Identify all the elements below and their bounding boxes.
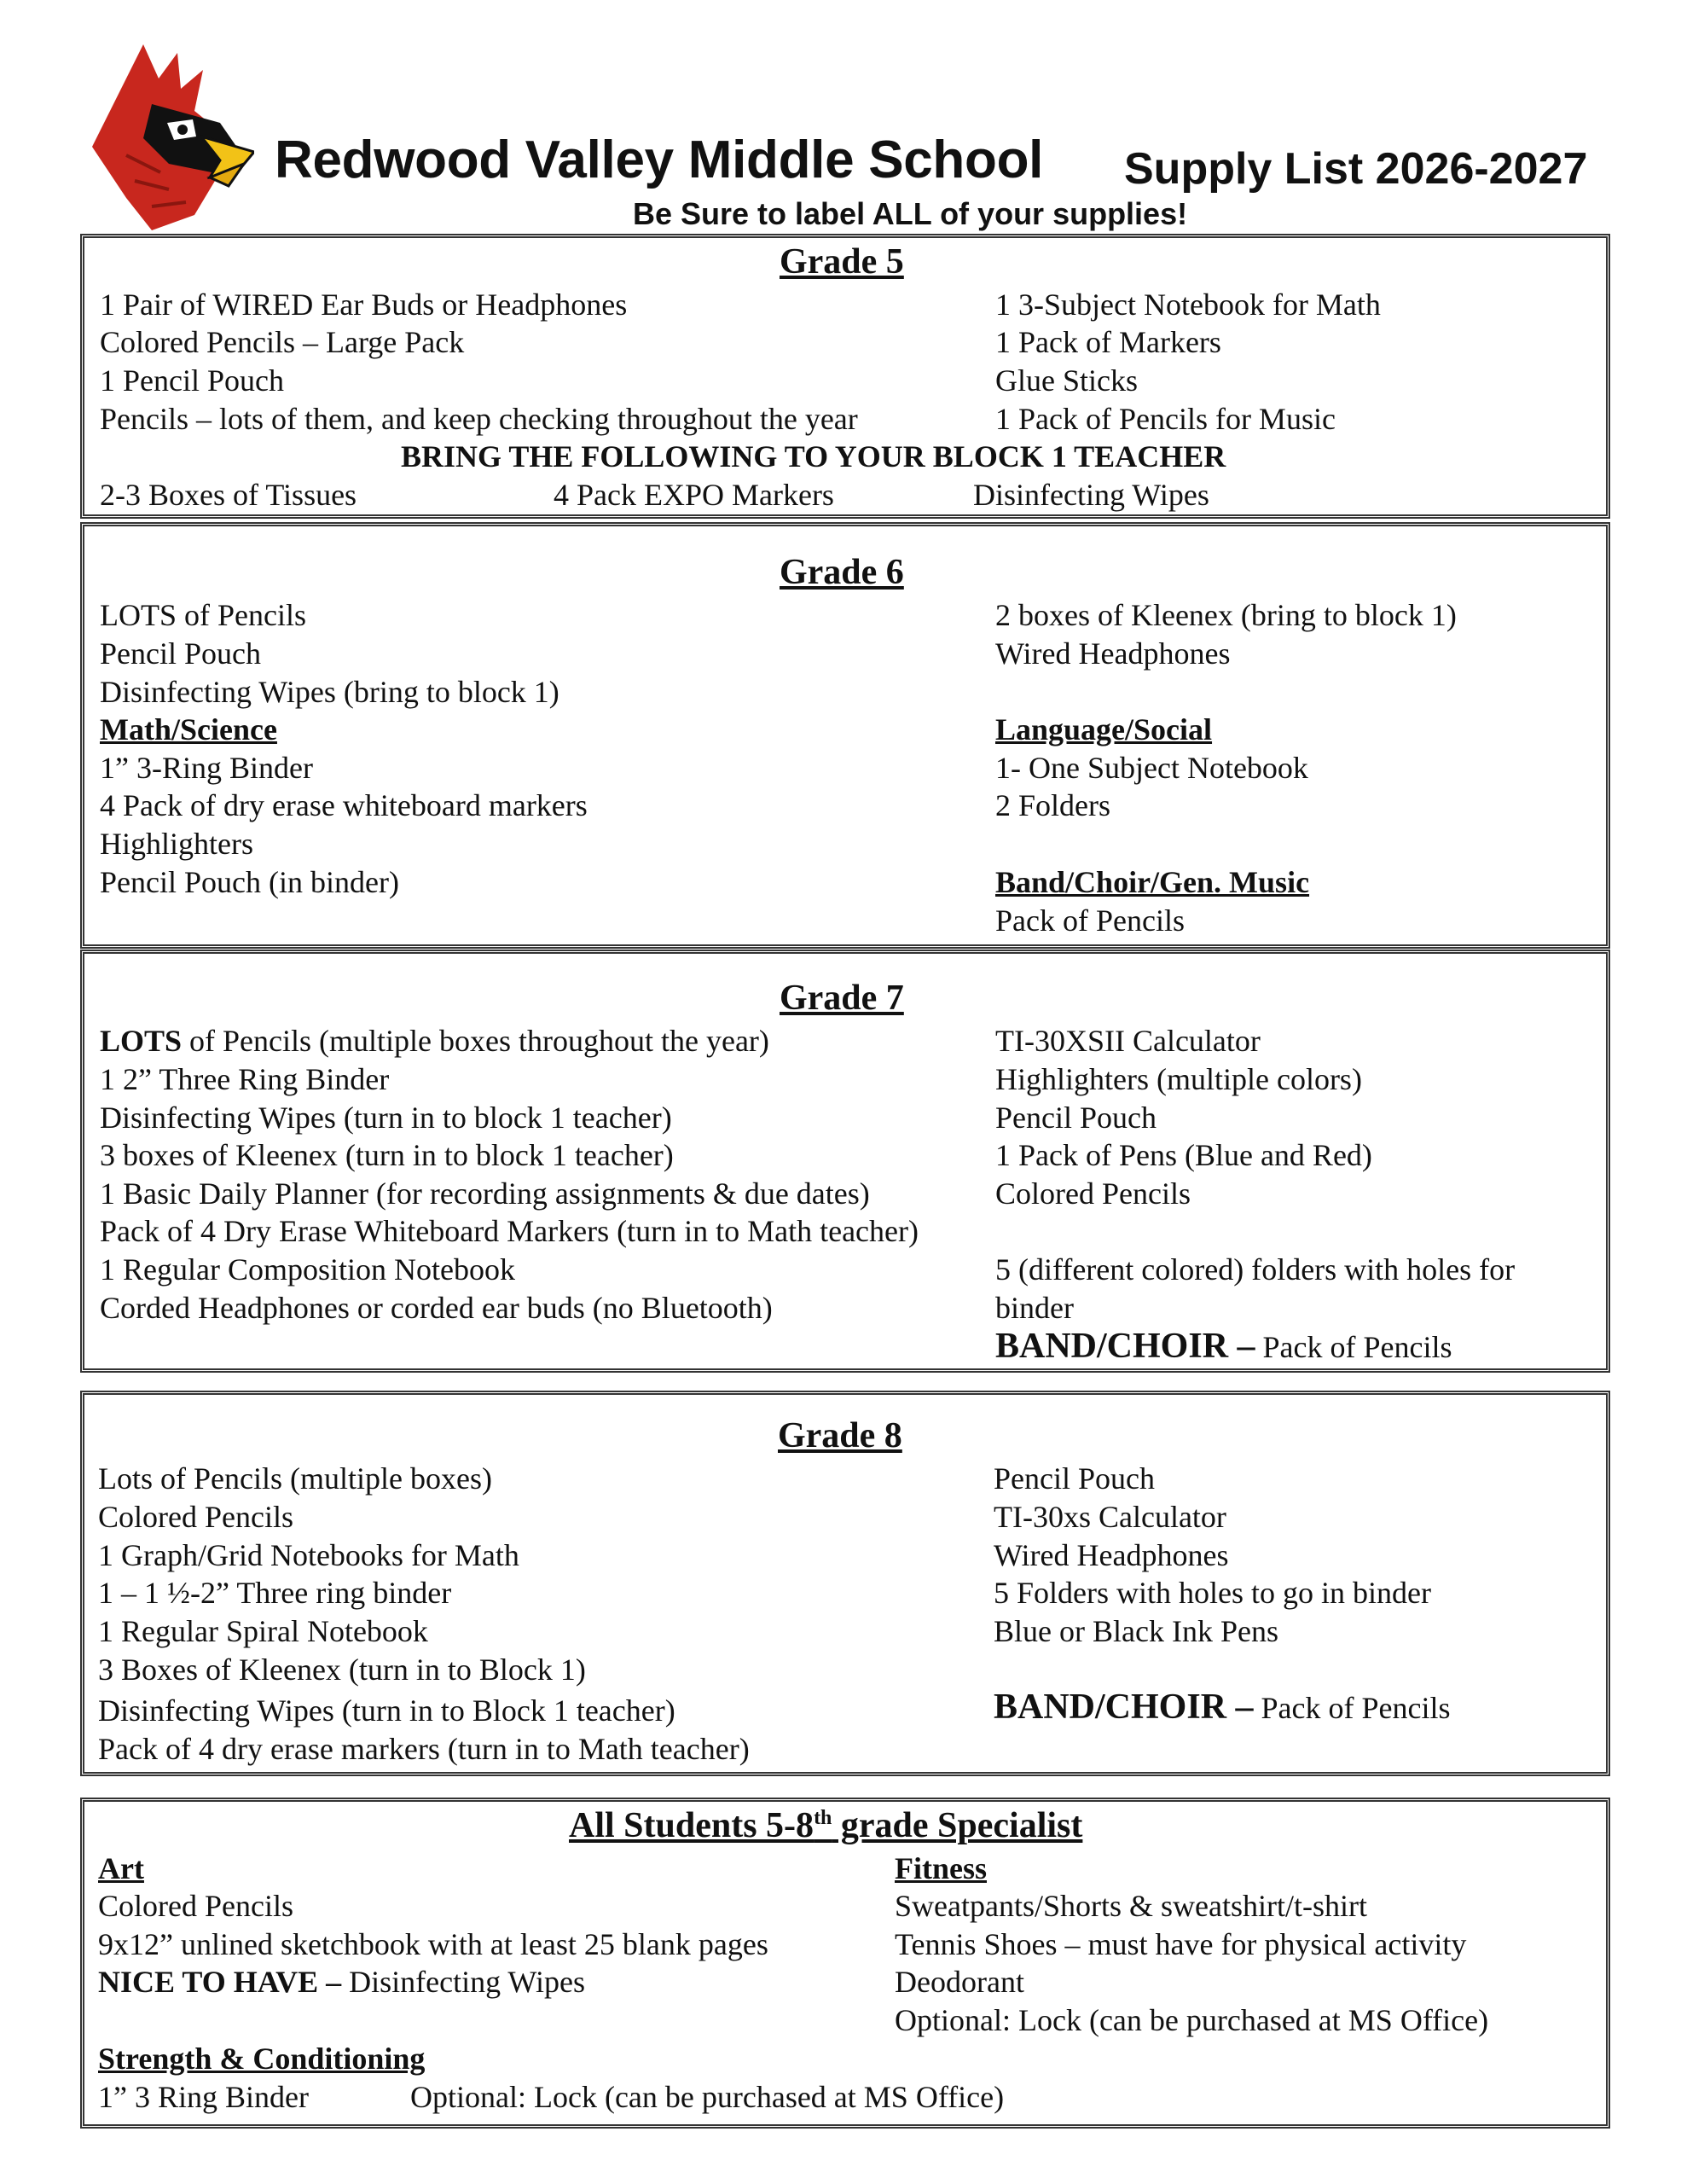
list-item: 5 Folders with holes to go in binder <box>994 1576 1431 1610</box>
list-item: Highlighters (multiple colors) <box>995 1062 1362 1096</box>
list-item: Pencil Pouch <box>994 1461 1155 1496</box>
list-item: Glue Sticks <box>995 363 1138 398</box>
list-item: 1” 3-Ring Binder <box>100 751 313 785</box>
list-item: Disinfecting Wipes (bring to block 1) <box>100 675 559 709</box>
list-item-text: Pack of Pencils <box>1255 1330 1452 1364</box>
list-item: 1 Graph/Grid Notebooks for Math <box>98 1538 519 1572</box>
list-item <box>100 1022 769 1060</box>
list-item: Pack of 4 dry erase markers (turn in to Math teacher) <box>98 1732 750 1766</box>
list-item: Colored Pencils <box>98 1500 293 1534</box>
list-item: 3 boxes of Kleenex (turn in to block 1 teacher) <box>100 1138 674 1172</box>
list-item: Blue or Black Ink Pens <box>994 1614 1278 1648</box>
list-item: Pencil Pouch <box>100 636 261 671</box>
lots-emphasis: LOTS <box>100 1024 183 1058</box>
math-science-heading: Math/Science <box>100 712 277 746</box>
nice-to-have-label: NICE TO HAVE – <box>98 1965 342 1999</box>
list-item: Sweatpants/Shorts & sweatshirt/t-shirt <box>895 1889 1367 1923</box>
list-item: 1 Pencil Pouch <box>100 363 284 398</box>
list-item: binder <box>995 1291 1074 1325</box>
specialist-title-pre: All Students 5-8 <box>569 1806 815 1845</box>
list-item: 1 – 1 ½-2” Three ring binder <box>98 1576 452 1610</box>
list-item: Disinfecting Wipes (turn in to block 1 teacher) <box>100 1101 672 1135</box>
block-1-heading: BRING THE FOLLOWING TO YOUR BLOCK 1 TEACHER <box>401 439 1226 473</box>
list-item: Optional: Lock (can be purchased at MS Office) <box>410 2080 1005 2114</box>
grade-5-section <box>80 234 1610 519</box>
list-item: 1 Pair of WIRED Ear Buds or Headphones <box>100 288 628 322</box>
band-choir-heading: BAND/CHOIR – <box>994 1687 1254 1727</box>
list-item: Lots of Pencils (multiple boxes) <box>98 1461 492 1496</box>
label-reminder: Be Sure to label ALL of your supplies! <box>633 196 1188 231</box>
list-item: 2 boxes of Kleenex (bring to block 1) <box>995 598 1457 632</box>
list-item-text: Disinfecting Wipes <box>341 1965 585 1999</box>
band-choir-heading: BAND/CHOIR – <box>995 1327 1255 1366</box>
list-item: Pack of Pencils <box>995 903 1185 938</box>
grade-5-title: Grade 5 <box>780 242 904 282</box>
list-item: TI-30XSII Calculator <box>995 1024 1261 1058</box>
list-item: Colored Pencils <box>98 1889 293 1923</box>
list-item: 4 Pack EXPO Markers <box>554 478 834 512</box>
list-item: 1 3-Subject Notebook for Math <box>995 288 1381 322</box>
grade-8-title: Grade 8 <box>778 1416 902 1455</box>
list-item: Corded Headphones or corded ear buds (no Bluetooth) <box>100 1291 773 1325</box>
cardinal-mascot-icon <box>92 44 254 230</box>
list-item: Disinfecting Wipes <box>973 478 1209 512</box>
list-item-text: Pack of Pencils <box>1253 1691 1451 1725</box>
list-item: Optional: Lock (can be purchased at MS Office) <box>895 2003 1489 2037</box>
list-item: Wired Headphones <box>994 1538 1229 1572</box>
nice-to-have-line <box>98 1963 585 2001</box>
list-item: Disinfecting Wipes (turn in to Block 1 teacher) <box>98 1693 675 1728</box>
grade-7-title: Grade 7 <box>780 979 904 1018</box>
specialist-title <box>569 1807 1082 1845</box>
list-item: 9x12” unlined sketchbook with at least 25 blank pages <box>98 1927 768 1961</box>
grade-6-section <box>80 522 1610 949</box>
list-item: Pencil Pouch <box>995 1101 1157 1135</box>
strength-conditioning-heading: Strength & Conditioning <box>98 2042 426 2076</box>
list-item: 3 Boxes of Kleenex (turn in to Block 1) <box>98 1653 586 1687</box>
supply-list-title: Supply List 2026-2027 <box>1124 144 1588 194</box>
list-item: 5 (different colored) folders with holes for <box>995 1252 1516 1287</box>
list-item: 1 Regular Composition Notebook <box>100 1252 515 1287</box>
list-item: Pencils – lots of them, and keep checking throughout the year <box>100 402 858 436</box>
list-item: 4 Pack of dry erase whiteboard markers <box>100 788 588 822</box>
list-item: Colored Pencils – Large Pack <box>100 325 465 359</box>
school-name: Redwood Valley Middle School <box>275 131 1044 189</box>
list-item: 1 Basic Daily Planner (for recording assignments & due dates) <box>100 1176 870 1211</box>
grade-6-title: Grade 6 <box>780 553 904 592</box>
art-heading: Art <box>98 1851 144 1885</box>
list-item: Pack of 4 Dry Erase Whiteboard Markers (turn in to Math teacher) <box>100 1214 919 1248</box>
list-item: 1 2” Three Ring Binder <box>100 1062 390 1096</box>
list-item: 1 Regular Spiral Notebook <box>98 1614 428 1648</box>
list-item: 2 Folders <box>995 788 1110 822</box>
specialist-title-post: grade Specialist <box>832 1806 1083 1845</box>
list-item: LOTS of Pencils <box>100 598 306 632</box>
band-choir-line <box>994 1688 1451 1728</box>
fitness-heading: Fitness <box>895 1851 987 1885</box>
list-item: 1 Pack of Pencils for Music <box>995 402 1336 436</box>
list-item: 2-3 Boxes of Tissues <box>100 478 357 512</box>
band-choir-music-heading: Band/Choir/Gen. Music <box>995 865 1310 899</box>
specialist-section <box>80 1798 1610 2129</box>
specialist-title-sup: th <box>814 1807 832 1829</box>
list-item: Deodorant <box>895 1965 1024 1999</box>
list-item: Wired Headphones <box>995 636 1231 671</box>
list-item: 1- One Subject Notebook <box>995 751 1308 785</box>
grade-8-section <box>80 1391 1610 1776</box>
grade-7-section <box>80 950 1610 1373</box>
list-item: TI-30xs Calculator <box>994 1500 1226 1534</box>
list-item: Colored Pencils <box>995 1176 1191 1211</box>
list-item: 1 Pack of Markers <box>995 325 1221 359</box>
language-social-heading: Language/Social <box>995 712 1213 746</box>
list-item: Highlighters <box>100 827 253 861</box>
band-choir-line <box>995 1327 1452 1367</box>
list-item: 1” 3 Ring Binder <box>98 2080 309 2114</box>
list-item: 1 Pack of Pens (Blue and Red) <box>995 1138 1372 1172</box>
list-item: Pencil Pouch (in binder) <box>100 865 399 899</box>
list-item-text: of Pencils (multiple boxes throughout the year) <box>182 1024 769 1058</box>
list-item: Tennis Shoes – must have for physical activity <box>895 1927 1467 1961</box>
